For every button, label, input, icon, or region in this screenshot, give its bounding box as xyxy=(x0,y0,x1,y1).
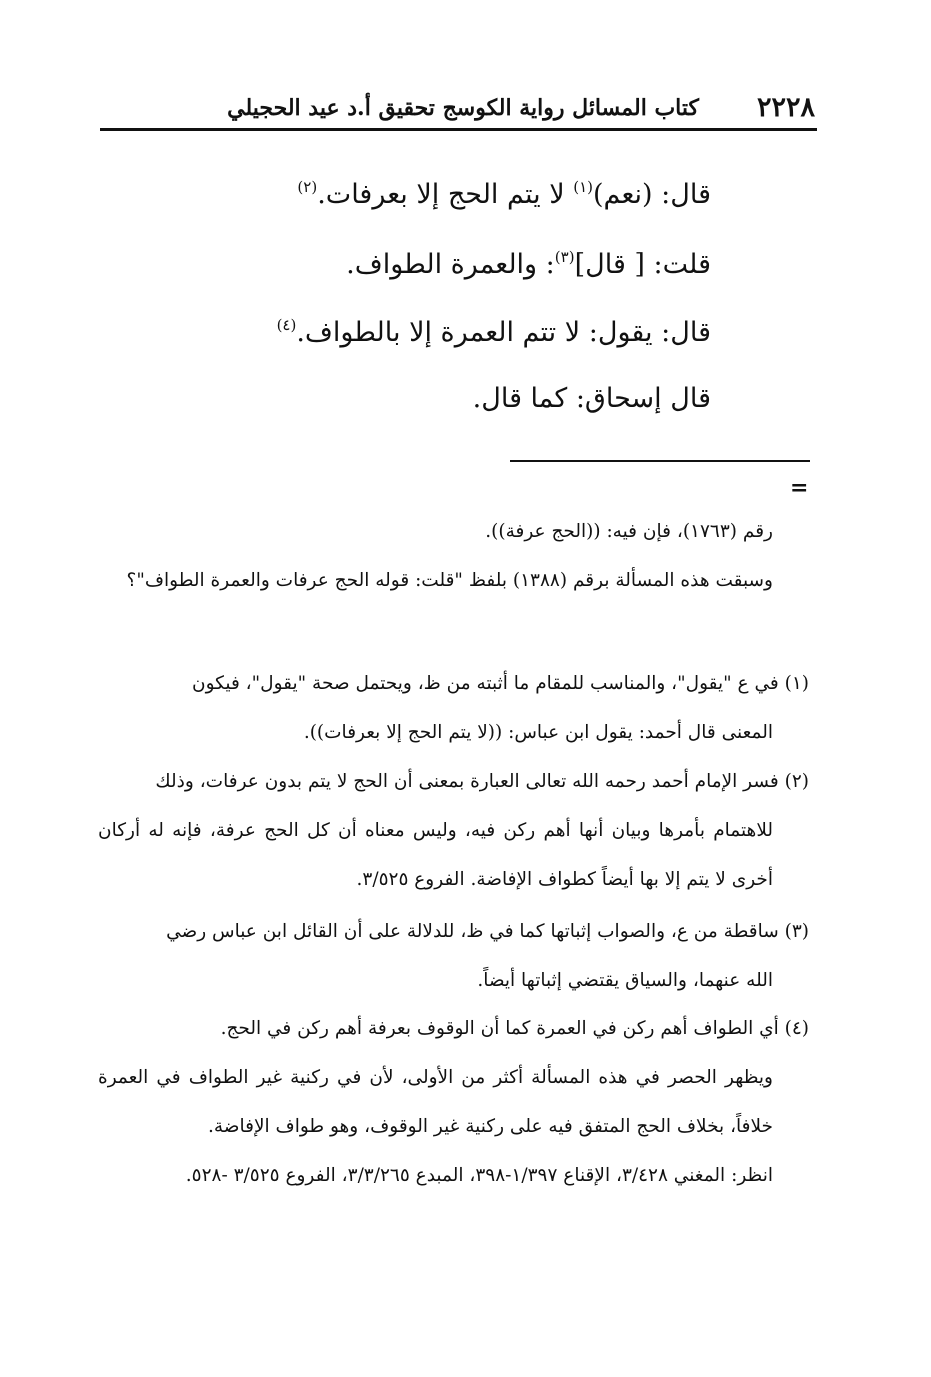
main-line-3-text-a: قال: يقول: لا تتم العمرة إلا بالطواف. xyxy=(296,317,711,348)
footnote-2-cont: للاهتمام بأمرها وبيان أنها أهم ركن فيه، وليس معناه أن كل الحج عرفة، فإنه له أركان أخرى لا يتم إلا بها أيضاً كطواف الإفاضة. الفروع ٣/٥٢٥. xyxy=(98,820,773,890)
footnote-1-cont: المعنى قال أحمد: يقول ابن عباس: ((لا يتم الحج إلا بعرفات)). xyxy=(303,722,773,743)
main-line-1-text-b: لا يتم الحج إلا بعرفات. xyxy=(317,179,574,210)
footnote-4-line: (٤) أي الطواف أهم ركن في العمرة كما أن الوقوف بعرفة أهم ركن في الحج. xyxy=(220,1018,809,1039)
footnote-3 xyxy=(98,907,809,1005)
footnote-3-cont: الله عنهما، والسياق يقتضي إثباتها أيضاً. xyxy=(477,970,773,991)
footnote-ref-3: (٣) xyxy=(554,248,575,266)
main-line-3 xyxy=(277,316,711,349)
footnote-2-line: (٢) فسر الإمام أحمد رحمه الله تعالى العبارة بمعنى أن الحج لا يتم بدون عرفات، وذلك xyxy=(155,771,809,792)
footnote-ref-1: (١) xyxy=(573,178,593,196)
footnote-ref-4: (٤) xyxy=(276,316,297,334)
footnote-2 xyxy=(98,757,809,904)
running-header-title: كتاب المسائل رواية الكوسج تحقيق أ.د عيد الحجيلي xyxy=(227,95,699,121)
page-number: ٢٢٢٨ xyxy=(756,92,815,123)
main-line-1-text-a: قال: (نعم) xyxy=(592,179,711,210)
continuation-mark: = xyxy=(790,475,809,501)
header-rule xyxy=(100,128,817,131)
footnote-ref-2: (٢) xyxy=(297,178,318,196)
footnote-4 xyxy=(98,1004,809,1200)
footnote-continuation-2: وسبقت هذه المسألة برقم (١٣٨٨) بلفظ "قلت: قوله الحج عرفات والعمرة الطواف"؟ xyxy=(126,570,773,591)
footnote-1 xyxy=(98,659,809,757)
footnote-continuation-1: رقم (١٧٦٣)، فإن فيه: ((الحج عرفة)). xyxy=(485,521,773,542)
footnote-3-line: (٣) ساقطة من ع، والصواب إثباتها كما في ظ، للدلالة على أن القائل ابن عباس رضي xyxy=(166,921,809,942)
main-line-2 xyxy=(346,248,711,281)
footnote-separator xyxy=(510,460,810,462)
main-line-4: قال إسحاق: كما قال. xyxy=(472,383,711,414)
footnote-1-line: (١) في ع "يقول"، والمناسب للمقام ما أثبته من ظ، ويحتمل صحة "يقول"، فيكون xyxy=(192,673,809,694)
footnote-4-refs: انظر: المغني ٣/٤٢٨، الإقناع ١/٣٩٧-٣٩٨، المبدع ٣/٣/٢٦٥، الفروع ٣/٥٢٥ -٥٢٨. xyxy=(185,1165,773,1186)
main-line-1 xyxy=(297,178,711,211)
main-line-2-text-a: قلت: [ قال] xyxy=(574,249,711,280)
main-line-2-text-b: : والعمرة الطواف. xyxy=(346,249,555,280)
footnote-4-cont: ويظهر الحصر في هذه المسألة أكثر من الأولى، لأن في ركنية غير الطواف في العمرة خلافاً، بخلاف الحج المتفق فيه على ركنية غير الوقوف، وهو طواف الإفاضة. xyxy=(98,1067,773,1137)
